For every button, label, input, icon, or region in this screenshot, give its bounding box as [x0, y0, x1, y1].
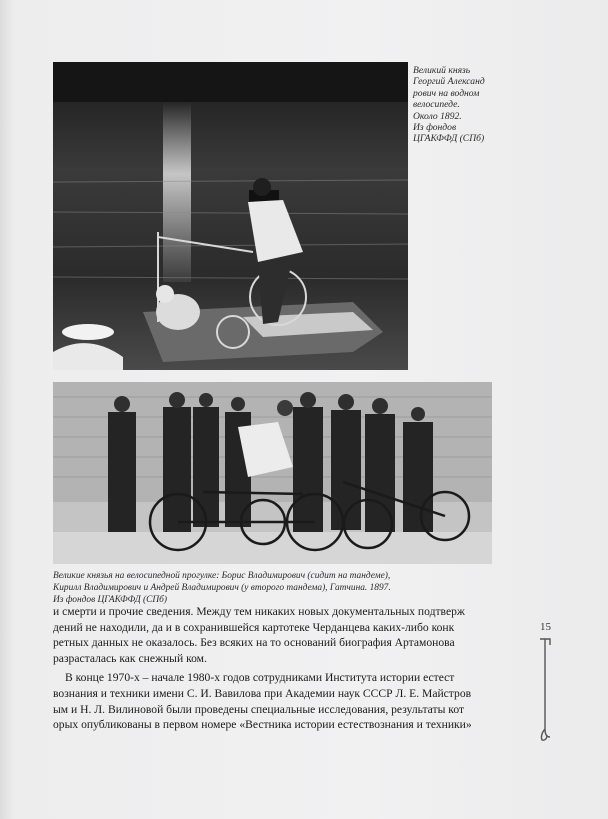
text-line: В конце 1970-х – начале 1980-х годов сотрудниками Института истории естест	[65, 671, 455, 685]
page-number: 15	[540, 621, 551, 633]
caption-line: Великие князья на велосипедной прогулке: Борис Владимирович (сидит на тандеме),	[53, 571, 391, 581]
text-line: ретных данных не оказалось. Без всяких на то оснований биография Артамонова	[53, 636, 455, 650]
photo2-caption	[53, 571, 493, 606]
photo-water-bicycle	[53, 62, 408, 370]
text-line: и смерти и прочие сведения. Между тем никаких новых документальных подтверж	[53, 605, 465, 618]
caption-line: Георгий Александ	[413, 76, 485, 88]
caption-line: Великий князь	[413, 65, 471, 76]
caption-line: ЦГАКФФД (СПб)	[413, 133, 485, 145]
caption-line: рович на водном	[413, 87, 480, 99]
photo-bicycle-walk	[53, 382, 492, 564]
text-line: дений не находили, да и в сохранившейся картотеке Черданцева каких-либо конк	[53, 620, 455, 634]
text-line: разрасталась как снежный ком.	[53, 651, 207, 665]
text-line: ым и Н. Л. Вилиновой были проведены специальные исследования, результаты кот	[53, 702, 465, 716]
text-line: вознания и техники имени С. И. Вавилова при Академии наук СССР Л. Е. Майстров	[53, 686, 472, 700]
caption-line: Кирилл Владимирович и Андрей Владимирович (у второго тандема), Гатчина. 1897.	[53, 582, 391, 593]
bracket-ornament-icon	[536, 637, 556, 747]
photo1-caption	[413, 65, 513, 145]
caption-line: велосипеде.	[413, 99, 460, 111]
text-line: орых опубликованы в первом номере «Вестника истории естествознания и техники»	[53, 718, 472, 732]
caption-line: Из фондов	[413, 122, 457, 134]
body-text	[53, 604, 493, 733]
caption-line: Из фондов ЦГАКФФД (СПб)	[53, 594, 168, 605]
caption-line: Около 1892.	[413, 110, 462, 122]
